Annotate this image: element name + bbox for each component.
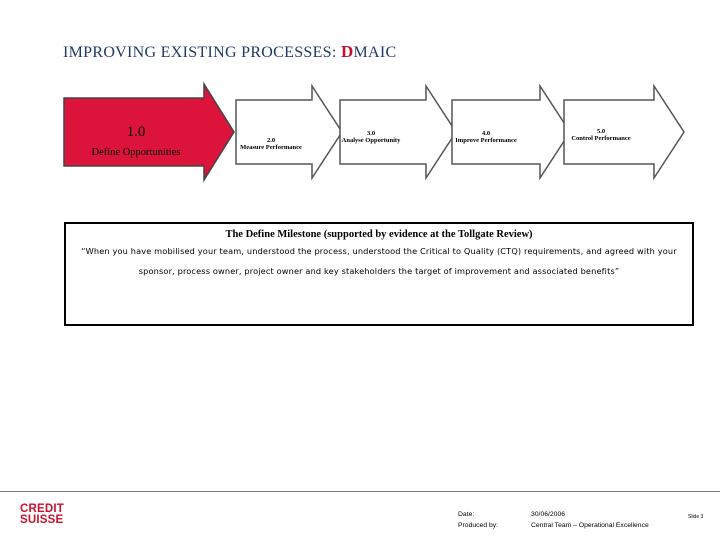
date-label: Date: — [458, 511, 475, 518]
title-accent-letter: D — [340, 42, 354, 61]
step-label: Define Opportunities — [91, 147, 181, 159]
slide-number: Slide 3 — [688, 514, 704, 520]
milestone-box — [64, 222, 694, 326]
step-analyse-text — [340, 130, 402, 145]
footer-meta-labels — [458, 509, 498, 531]
step-label: Control Performance — [571, 135, 631, 143]
arrow-step-measure[interactable] — [236, 86, 342, 178]
step-label: Improve Performance — [455, 137, 517, 145]
dmaic-arrows — [0, 0, 720, 220]
produced-by-label: Produced by: — [458, 522, 499, 529]
logo-line-2: SUISSE — [20, 514, 64, 526]
step-number: 4.0 — [481, 130, 491, 137]
logo-line-1: CREDIT — [20, 503, 65, 515]
milestone-title: The Define Milestone (supported by evidence at the Tollgate Review) — [225, 229, 533, 240]
step-label: Analyse Opportunity — [341, 137, 401, 145]
step-improve-text — [455, 130, 517, 145]
step-number: 1.0 — [126, 124, 146, 140]
step-number: 5.0 — [596, 128, 606, 135]
step-define-text — [66, 124, 206, 159]
step-number: 2.0 — [266, 137, 276, 144]
step-measure-text — [230, 137, 312, 152]
title-rest: MAIC — [353, 44, 397, 61]
step-number: 3.0 — [366, 130, 376, 137]
credit-suisse-logo — [20, 504, 64, 526]
produced-by-value: Central Team – Operational Excellence — [531, 522, 649, 529]
step-control-text — [570, 128, 632, 143]
date-value: 30/06/2006 — [531, 511, 566, 518]
milestone-text: “When you have mobilised your team, understood the process, understood the Critical to Quality (CTQ) requirements, and agreed with your sponsor, process owner, project owner and key stakeholders the target of improvement and associated benefits” — [81, 246, 677, 276]
step-label: Measure Performance — [240, 144, 302, 152]
footer-meta-values — [531, 509, 649, 531]
dmaic-process-flow — [0, 0, 720, 220]
footer-divider — [0, 491, 720, 492]
title-prefix: IMPROVING EXISTING PROCESSES: — [63, 44, 337, 61]
